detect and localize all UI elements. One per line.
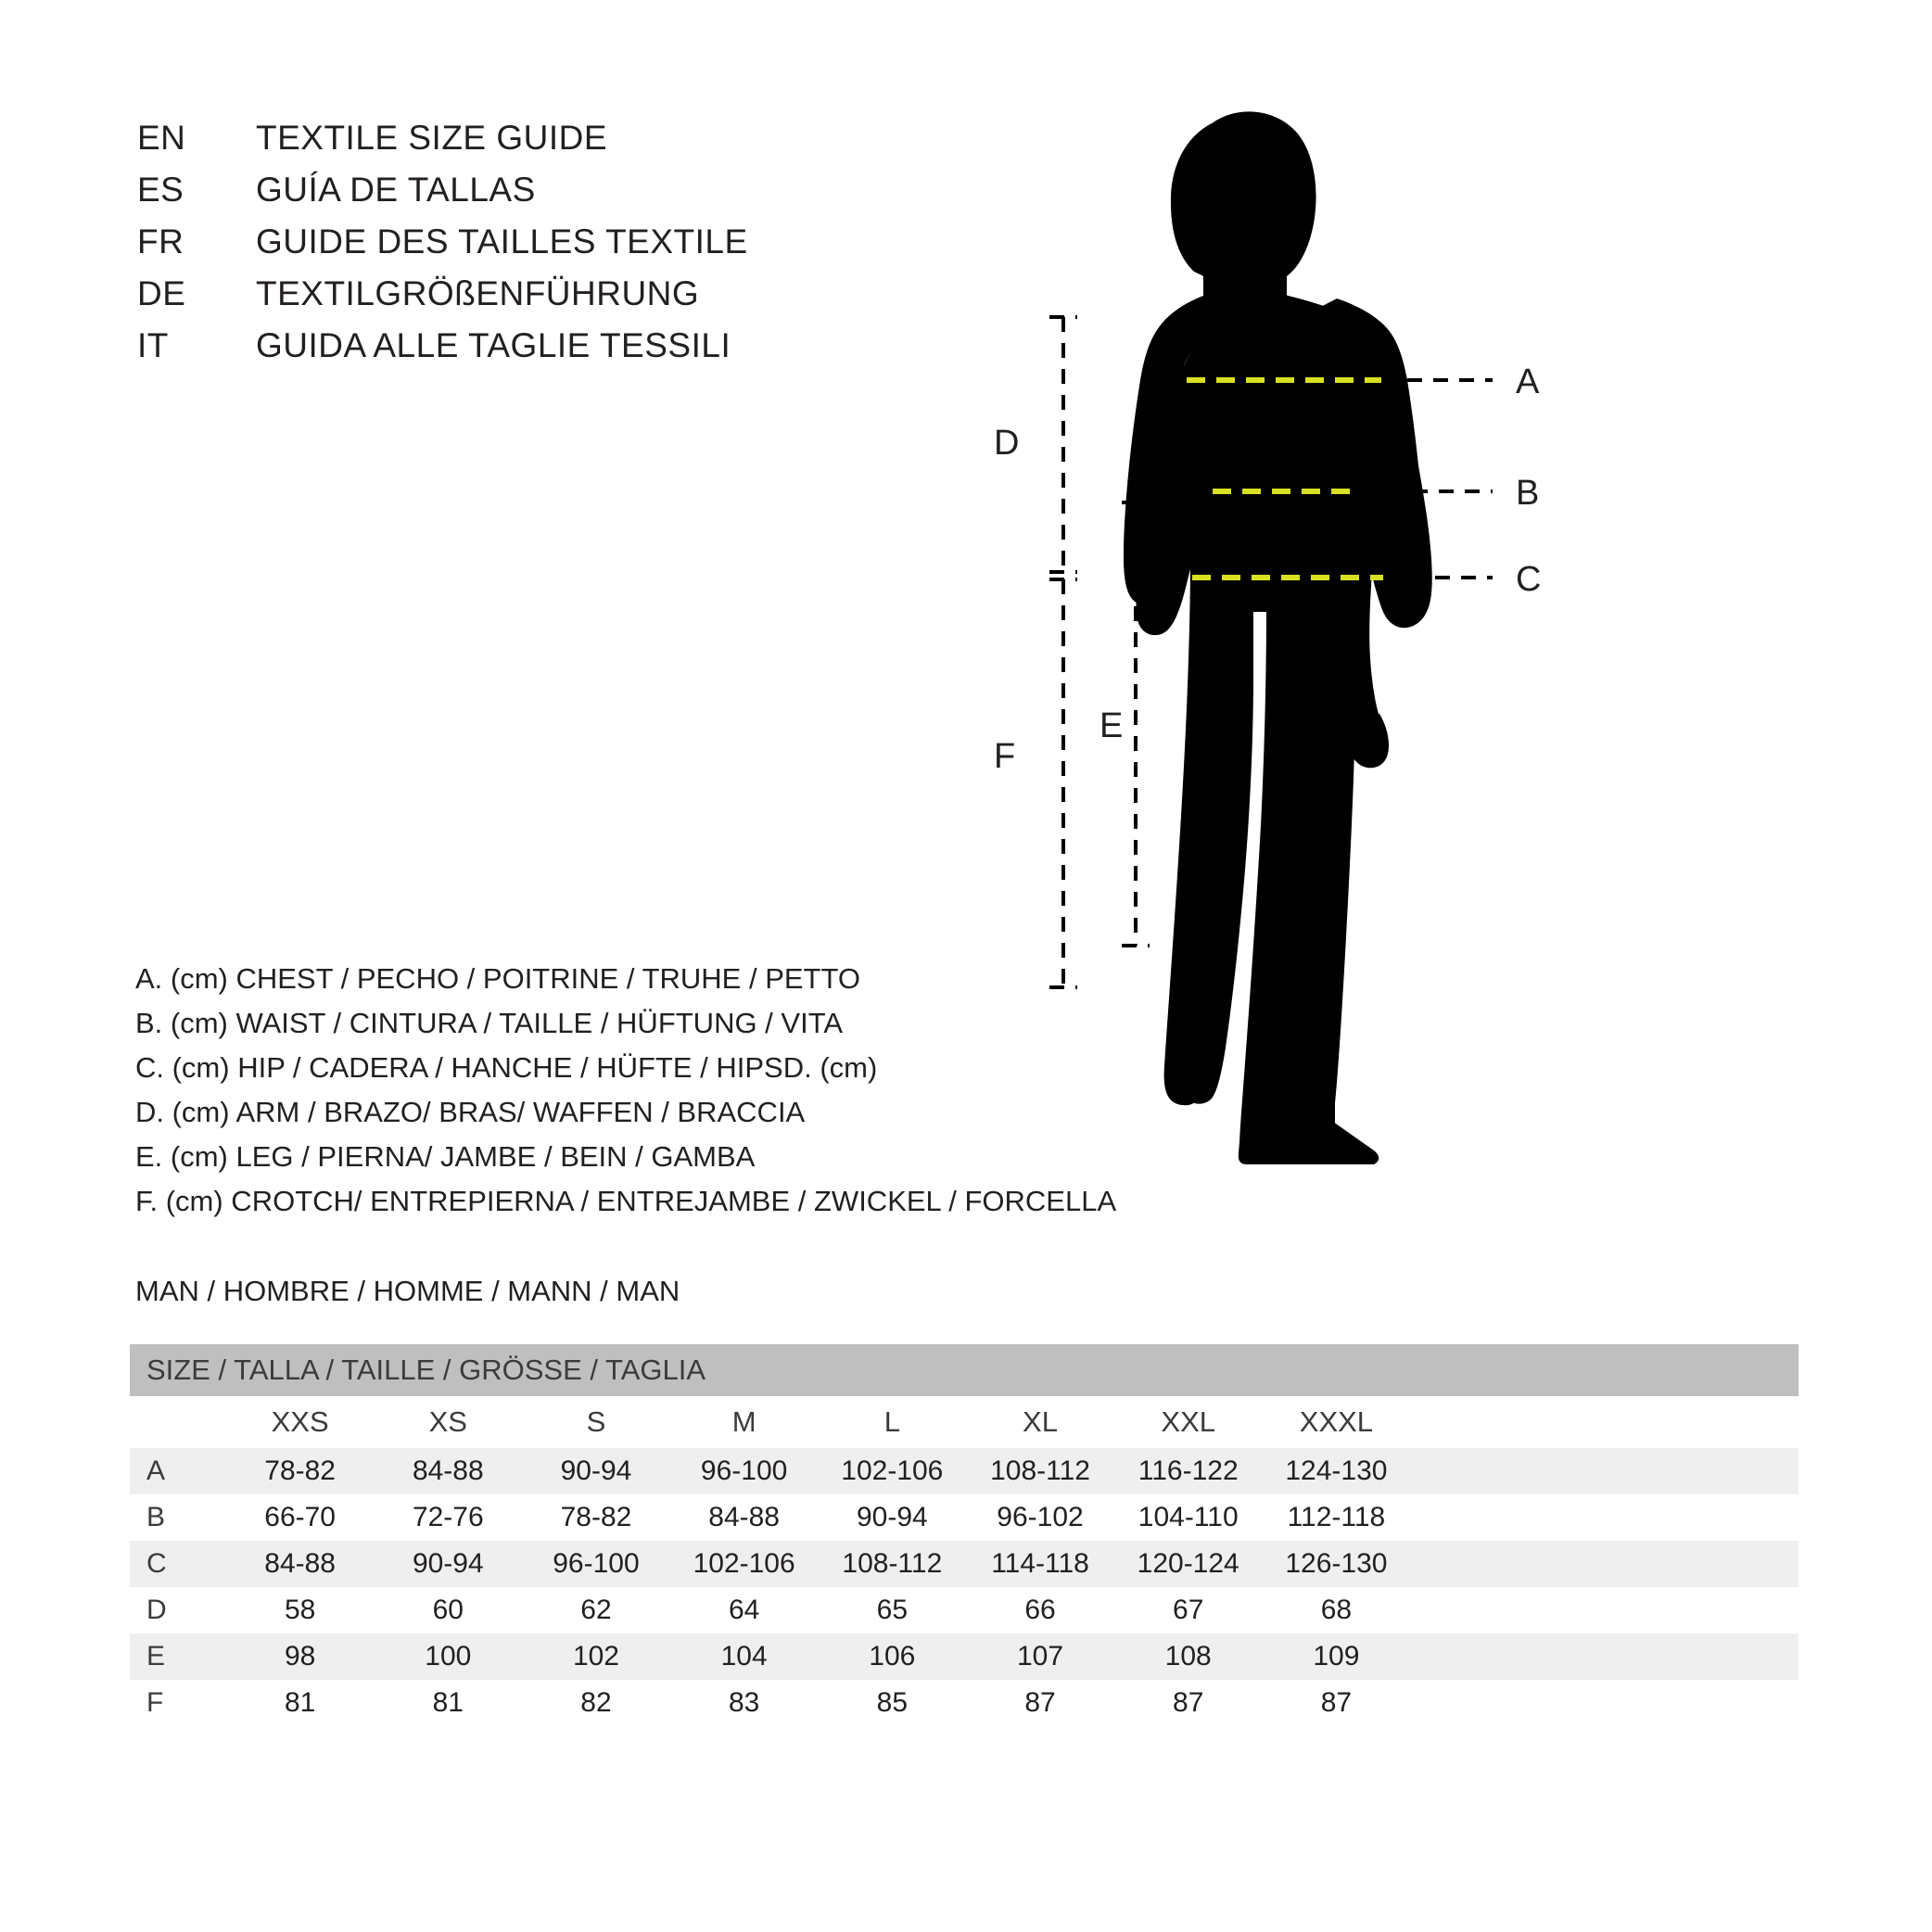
male-silhouette-icon [1124, 111, 1432, 1164]
cell-e-xxl: 108 [1114, 1633, 1263, 1680]
cell-c-xxxl: 126-130 [1263, 1541, 1411, 1587]
table-header-xs: XS [374, 1396, 522, 1448]
table-header-corner [130, 1396, 226, 1448]
dimension-brackets [1049, 317, 1150, 987]
language-row-es [137, 171, 972, 222]
legend-item-b: B. (cm) WAIST / CINTURA / TAILLE / HÜFTUNG / VITA [135, 1007, 844, 1039]
cell-f-m: 83 [670, 1680, 819, 1726]
cell-c-xs: 90-94 [374, 1541, 522, 1587]
row-label-d: D [130, 1587, 226, 1633]
cell-b-m: 84-88 [670, 1494, 819, 1541]
language-code-en: EN [137, 119, 186, 157]
cell-f-s: 82 [522, 1680, 670, 1726]
cell-f-l: 85 [818, 1680, 966, 1726]
language-row-it [137, 326, 972, 378]
bracket-f [1049, 579, 1077, 987]
language-row-en [137, 119, 972, 171]
language-title-it: GUIDA ALLE TAGLIE TESSILI [256, 326, 731, 364]
cell-a-xs: 84-88 [374, 1448, 522, 1494]
cell-b-spacer [1410, 1494, 1799, 1541]
cell-e-s: 102 [522, 1633, 670, 1680]
row-label-f: F [130, 1680, 226, 1726]
legend-item-f: F. (cm) CROTCH/ ENTREPIERNA / ENTREJAMBE / ZWICKEL / FORCELLA [135, 1185, 1117, 1217]
cell-a-s: 90-94 [522, 1448, 670, 1494]
cell-c-s: 96-100 [522, 1541, 670, 1587]
figure-label-b: B [1516, 474, 1540, 513]
cell-e-xxxl: 109 [1263, 1633, 1411, 1680]
table-header-xxs: XXS [226, 1396, 375, 1448]
figure-label-d: D [994, 424, 1020, 463]
bracket-d [1049, 317, 1077, 572]
legend-item-d: D. (cm) ARM / BRAZO/ BRAS/ WAFFEN / BRACCIA [135, 1096, 806, 1128]
table-row [130, 1541, 1799, 1587]
cell-b-xl: 96-102 [966, 1494, 1114, 1541]
language-code-fr: FR [137, 222, 184, 261]
row-label-b: B [130, 1494, 226, 1541]
cell-e-xs: 100 [374, 1633, 522, 1680]
language-title-en: TEXTILE SIZE GUIDE [256, 119, 608, 157]
table-header-xl: XL [966, 1396, 1114, 1448]
table-header-l: L [818, 1396, 966, 1448]
cell-d-spacer [1410, 1587, 1799, 1633]
cell-b-s: 78-82 [522, 1494, 670, 1541]
table-row [130, 1633, 1799, 1680]
cell-a-xxs: 78-82 [226, 1448, 375, 1494]
language-title-de: TEXTILGRÖßENFÜHRUNG [256, 274, 700, 312]
cell-a-xxxl: 124-130 [1263, 1448, 1411, 1494]
cell-e-spacer [1410, 1633, 1799, 1680]
cell-d-xs: 60 [374, 1587, 522, 1633]
size-table [130, 1344, 1799, 1726]
cell-d-xxs: 58 [226, 1587, 375, 1633]
table-title: SIZE / TALLA / TAILLE / GRÖSSE / TAGLIA [130, 1344, 1799, 1396]
language-code-it: IT [137, 326, 169, 364]
language-title-es: GUÍA DE TALLAS [256, 171, 536, 209]
language-row-de [137, 274, 972, 326]
table-header-xxl: XXL [1114, 1396, 1263, 1448]
cell-b-xxs: 66-70 [226, 1494, 375, 1541]
language-title-fr: GUIDE DES TAILLES TEXTILE [256, 222, 748, 261]
cell-a-xl: 108-112 [966, 1448, 1114, 1494]
cell-f-xxs: 81 [226, 1680, 375, 1726]
cell-a-m: 96-100 [670, 1448, 819, 1494]
table-row [130, 1587, 1799, 1633]
language-row-fr [137, 222, 972, 274]
row-label-e: E [130, 1633, 226, 1680]
figure-label-e: E [1099, 706, 1124, 745]
figure-label-a: A [1516, 362, 1540, 401]
table-row [130, 1448, 1799, 1494]
cell-d-xxxl: 68 [1263, 1587, 1411, 1633]
table-row [130, 1680, 1799, 1726]
cell-e-xxs: 98 [226, 1633, 375, 1680]
table-header-m: M [670, 1396, 819, 1448]
language-title-block [137, 119, 972, 378]
cell-f-spacer [1410, 1680, 1799, 1726]
table-header-s: S [522, 1396, 670, 1448]
cell-c-xl: 114-118 [966, 1541, 1114, 1587]
cell-f-xxxl: 87 [1263, 1680, 1411, 1726]
silhouette-diagram [994, 74, 1873, 1214]
gender-label: MAN / HOMBRE / HOMME / MANN / MAN [135, 1275, 680, 1307]
cell-e-xl: 107 [966, 1633, 1114, 1680]
cell-f-xl: 87 [966, 1680, 1114, 1726]
cell-b-l: 90-94 [818, 1494, 966, 1541]
table-title-row [130, 1344, 1799, 1396]
cell-d-s: 62 [522, 1587, 670, 1633]
cell-b-xxl: 104-110 [1114, 1494, 1263, 1541]
cell-a-l: 102-106 [818, 1448, 966, 1494]
cell-c-spacer [1410, 1541, 1799, 1587]
figure-label-f: F [994, 737, 1016, 776]
cell-e-m: 104 [670, 1633, 819, 1680]
cell-a-spacer [1410, 1448, 1799, 1494]
legend-item-e: E. (cm) LEG / PIERNA/ JAMBE / BEIN / GAMBA [135, 1140, 756, 1173]
cell-d-xl: 66 [966, 1587, 1114, 1633]
language-code-de: DE [137, 274, 186, 312]
figure-label-c: C [1516, 560, 1542, 599]
cell-c-xxl: 120-124 [1114, 1541, 1263, 1587]
cell-a-xxl: 116-122 [1114, 1448, 1263, 1494]
row-label-a: A [130, 1448, 226, 1494]
table-header-row [130, 1396, 1799, 1448]
table-header-spacer [1410, 1396, 1799, 1448]
cell-b-xxxl: 112-118 [1263, 1494, 1411, 1541]
cell-b-xs: 72-76 [374, 1494, 522, 1541]
cell-d-m: 64 [670, 1587, 819, 1633]
cell-e-l: 106 [818, 1633, 966, 1680]
cell-f-xxl: 87 [1114, 1680, 1263, 1726]
cell-d-xxl: 67 [1114, 1587, 1263, 1633]
legend-item-c: C. (cm) HIP / CADERA / HANCHE / HÜFTE / HIPSD. (cm) [135, 1051, 878, 1084]
cell-c-xxs: 84-88 [226, 1541, 375, 1587]
table-row [130, 1494, 1799, 1541]
table-header-xxxl: XXXL [1263, 1396, 1411, 1448]
cell-c-l: 108-112 [818, 1541, 966, 1587]
legend-item-a: A. (cm) CHEST / PECHO / POITRINE / TRUHE / PETTO [135, 962, 860, 995]
cell-d-l: 65 [818, 1587, 966, 1633]
row-label-c: C [130, 1541, 226, 1587]
language-code-es: ES [137, 171, 184, 209]
cell-c-m: 102-106 [670, 1541, 819, 1587]
cell-f-xs: 81 [374, 1680, 522, 1726]
